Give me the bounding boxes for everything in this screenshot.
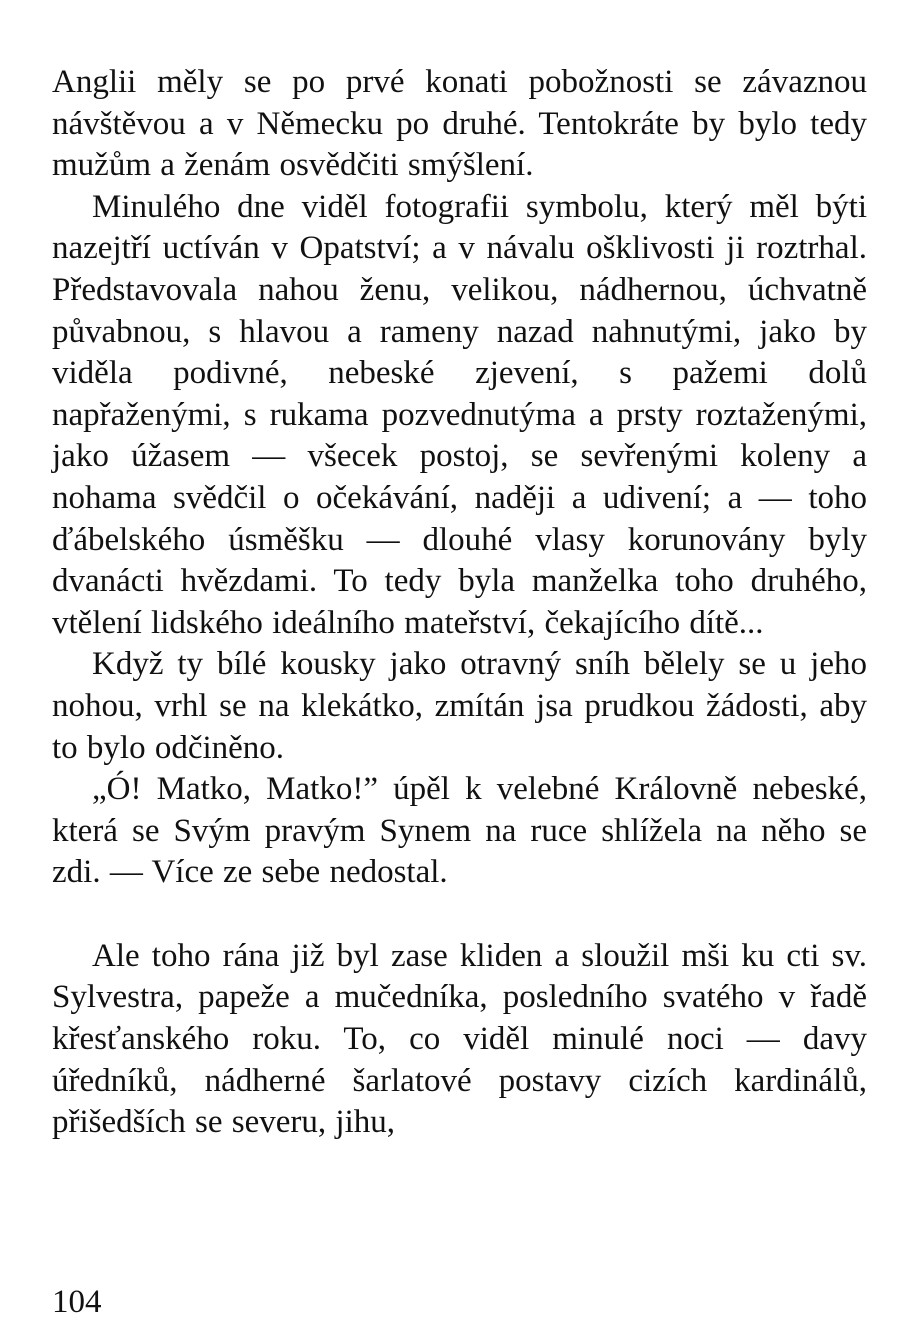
section-gap — [52, 894, 867, 936]
paragraph-3: Když ty bílé kousky jako otravný sníh bělely se u jeho nohou, vrhl se na klekátko, zmítán jsa prudkou žádosti, aby to bylo odčiněno. — [52, 646, 867, 766]
page-number: 104 — [52, 1284, 102, 1320]
paragraph-4: „Ó! Matko, Matko!” úpěl k velebné Královně nebeské, která se Svým pravým Synem na ruce shlížela na něho se zdi. — Více ze sebe nedostal. — [52, 771, 867, 891]
paragraph-2: Minulého dne viděl fotografii symbolu, který měl býti nazejtří uctíván v Opatství; a v návalu ošklivosti ji roztrhal. Představovala nahou ženu, velikou, nádhernou, úchvatně půvabnou, s hlavou a rameny nazad nahnutými, jako by viděla podivné, nebeské zjevení, s pažemi dolů napřaženými, s rukama pozvednutýma a prsty roztaženými, jako úžasem — všecek postoj, se sevřenými koleny a nohama svědčil o očekávání, naději a udivení; a — toho ďábelského úsměšku — dlouhé vlasy korunovány byly dvanácti hvězdami. To tedy byla manželka toho druhého, vtělení lidského ideálního mateřství, čekajícího dítě... — [52, 188, 867, 641]
paragraph-1: Anglii měly se po prvé konati pobožnosti se závaznou návštěvou a v Německu po druhé. Tentokráte by bylo tedy mužům a ženám osvědčiti smýšlení. — [52, 64, 867, 184]
page-text — [52, 62, 867, 1144]
paragraph-5: Ale toho rána již byl zase kliden a sloužil mši ku cti sv. Sylvestra, papeže a mučedníka, posledního svatého v řadě křesťanského roku. To, co viděl minulé noci — davy úředníků, nádherné šarlatové postavy cizích kardinálů, přišedších se severu, jihu, — [52, 937, 867, 1141]
